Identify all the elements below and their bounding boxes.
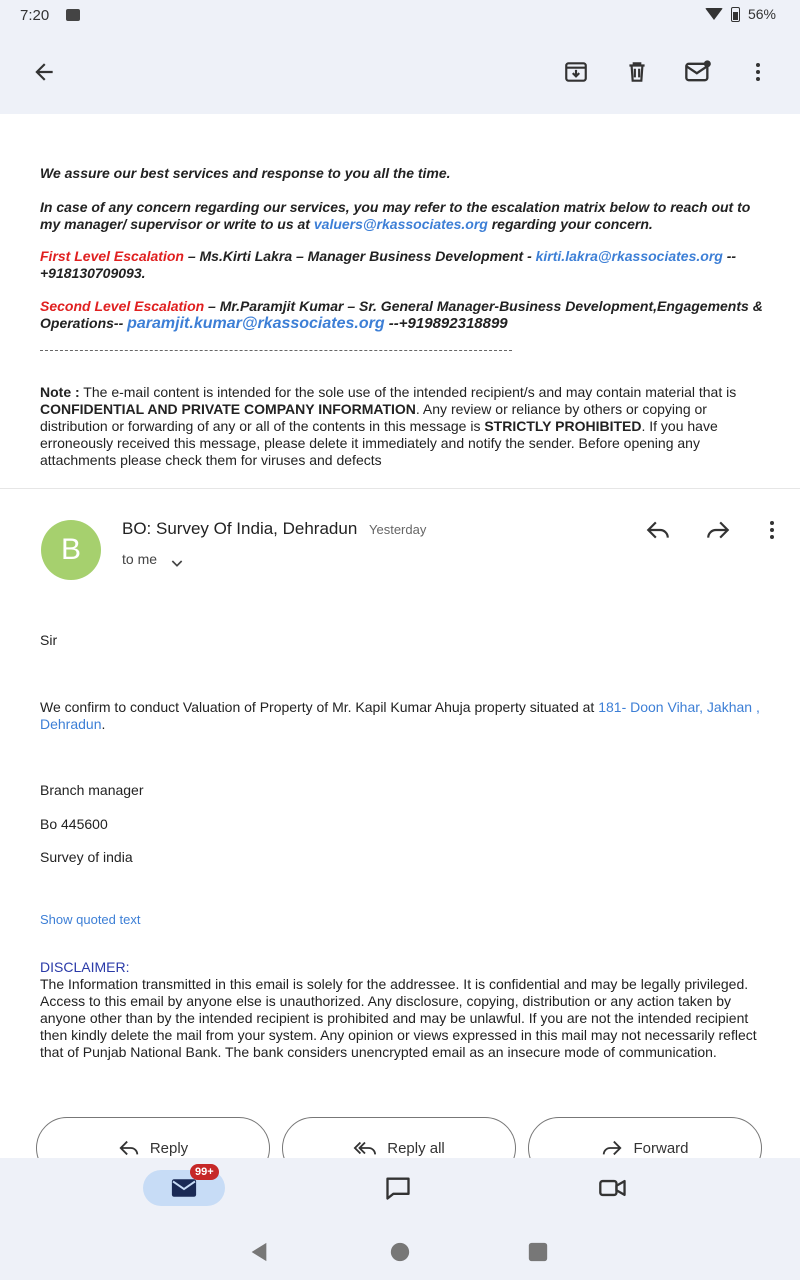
forward-button[interactable] xyxy=(528,1117,762,1158)
dashed-separator xyxy=(40,350,512,351)
more-vert-icon xyxy=(746,60,770,84)
reply-button[interactable] xyxy=(36,1117,270,1158)
more-vert-icon xyxy=(760,518,784,542)
first-escalation-phone: +918130709093. xyxy=(40,265,146,281)
recipient-details[interactable]: to me xyxy=(122,551,158,567)
video-icon xyxy=(598,1174,628,1202)
reply-icon-button[interactable] xyxy=(638,510,678,550)
sender-name: BO: Survey Of India, Dehradun xyxy=(122,519,358,538)
system-recents-icon[interactable] xyxy=(527,1241,549,1263)
second-escalation-email[interactable]: paramjit.kumar@rkassociates.org xyxy=(127,315,385,332)
note-text-1: The e-mail content is intended for the sole use of the intended recipient/s and may contain material that is xyxy=(79,384,737,400)
second-escalation-phone: --+919892318899 xyxy=(384,315,508,332)
body-paragraph xyxy=(40,699,765,733)
reply-all-icon xyxy=(353,1137,377,1158)
address-link[interactable]: 181- Doon Vihar, Jakhan , Dehradun xyxy=(40,699,760,732)
forward-label: Forward xyxy=(633,1139,689,1157)
disclaimer-text: The Information transmitted in this email is solely for the addressee. It is confidential and may be legally privileged. Access to this email by anyone else is unauthorized. Any disclosure, copying, distribution or any action taken by anyone other than by the intended recipient is prohibited and may be unlawful. If you are not the intended recipient then kindly delete the mail from your system. Any opinion or views expressed in this mail may not necessarily reflect that of Punjab National Bank. The bank considers unencrypted email as an insecure mode of communication. xyxy=(40,976,757,1060)
concern-paragraph xyxy=(40,199,765,233)
note-text-3: . If you have erroneously received this message, please delete it immediately and notify the sender. Before opening any attachments please check them for viruses and defects xyxy=(40,418,718,468)
arrow-left-icon xyxy=(31,59,57,85)
message-more-button[interactable] xyxy=(752,510,792,550)
chat-icon xyxy=(384,1174,412,1202)
forward-icon-button[interactable] xyxy=(698,510,738,550)
unread-count-badge: 99+ xyxy=(190,1164,219,1180)
forward-icon xyxy=(705,517,731,543)
assure-text: We assure our best services and response to you all the time. xyxy=(40,165,451,181)
bottom-navigation xyxy=(0,1158,800,1280)
archive-icon xyxy=(563,59,589,85)
status-time: 7:20 xyxy=(20,7,50,24)
reply-label: Reply xyxy=(149,1139,189,1157)
forward-icon xyxy=(601,1137,623,1158)
concern-text-end: regarding your concern. xyxy=(487,216,653,232)
delete-button[interactable] xyxy=(617,52,657,92)
disclaimer-label: DISCLAIMER: xyxy=(40,959,130,975)
image-notification-icon xyxy=(66,9,80,21)
reply-all-button[interactable] xyxy=(282,1117,516,1158)
battery-percent: 56% xyxy=(747,6,776,22)
second-escalation-label: Second Level Escalation xyxy=(40,298,205,314)
more-options-button[interactable] xyxy=(738,52,778,92)
note-bold-1: CONFIDENTIAL AND PRIVATE COMPANY INFORMATION xyxy=(40,401,416,417)
message-time: Yesterday xyxy=(369,522,427,537)
chevron-down-icon[interactable] xyxy=(169,555,185,571)
note-text-2: . Any review or reliance by others or copying or distribution or forwarding of any or all of the contents in this message is xyxy=(40,401,707,434)
concern-email-link[interactable]: valuers@rkassociates.org xyxy=(313,216,488,232)
signature-line-3: Survey of india xyxy=(40,849,133,865)
nav-meet[interactable] xyxy=(593,1168,633,1208)
archive-button[interactable] xyxy=(556,52,596,92)
status-right xyxy=(705,6,776,22)
first-escalation-dash: -- xyxy=(722,248,737,264)
trash-icon xyxy=(624,59,650,85)
wifi-icon xyxy=(705,8,723,20)
first-escalation-email[interactable]: kirti.lakra@rkassociates.org xyxy=(535,248,723,264)
mark-unread-button[interactable] xyxy=(678,52,718,92)
status-bar xyxy=(0,0,800,32)
first-escalation-label: First Level Escalation xyxy=(40,248,184,264)
back-button[interactable] xyxy=(24,52,64,92)
concern-text: In case of any concern regarding our services, you may refer to the escalation matrix below to reach out to my manager/ supervisor or write to us at xyxy=(40,199,751,232)
second-escalation xyxy=(40,298,765,332)
body-text: We confirm to conduct Valuation of Property of Mr. Kapil Kumar Ahuja property situated at xyxy=(40,699,599,715)
show-quoted-text-link[interactable]: Show quoted text xyxy=(40,912,141,927)
system-back-icon[interactable] xyxy=(248,1241,270,1263)
mark-unread-icon xyxy=(684,58,712,86)
second-escalation-text: – Mr.Paramjit Kumar – Sr. General Manager-Business Development,Engagements & Operations-- xyxy=(40,298,763,331)
signature-line-1: Branch manager xyxy=(40,782,144,798)
reply-icon xyxy=(118,1137,140,1158)
message-divider xyxy=(0,488,800,489)
note-bold-2: STRICTLY PROHIBITED xyxy=(484,418,642,434)
first-escalation-text: – Ms.Kirti Lakra – Manager Business Development - xyxy=(183,248,536,264)
note-label: Note : xyxy=(40,384,80,400)
note-paragraph xyxy=(40,384,765,469)
mail-icon xyxy=(170,1177,198,1199)
signature-line-2: Bo 445600 xyxy=(40,816,108,832)
first-escalation xyxy=(40,248,765,282)
email-thread xyxy=(0,114,800,1158)
reply-icon xyxy=(645,517,671,543)
body-text-end: . xyxy=(101,716,106,732)
top-app-bar xyxy=(0,32,800,114)
greeting: Sir xyxy=(40,632,58,648)
reply-all-label: Reply all xyxy=(387,1139,445,1157)
system-home-icon[interactable] xyxy=(389,1241,411,1263)
battery-icon xyxy=(731,7,740,22)
avatar[interactable]: B xyxy=(41,520,101,580)
nav-chat[interactable] xyxy=(378,1168,418,1208)
